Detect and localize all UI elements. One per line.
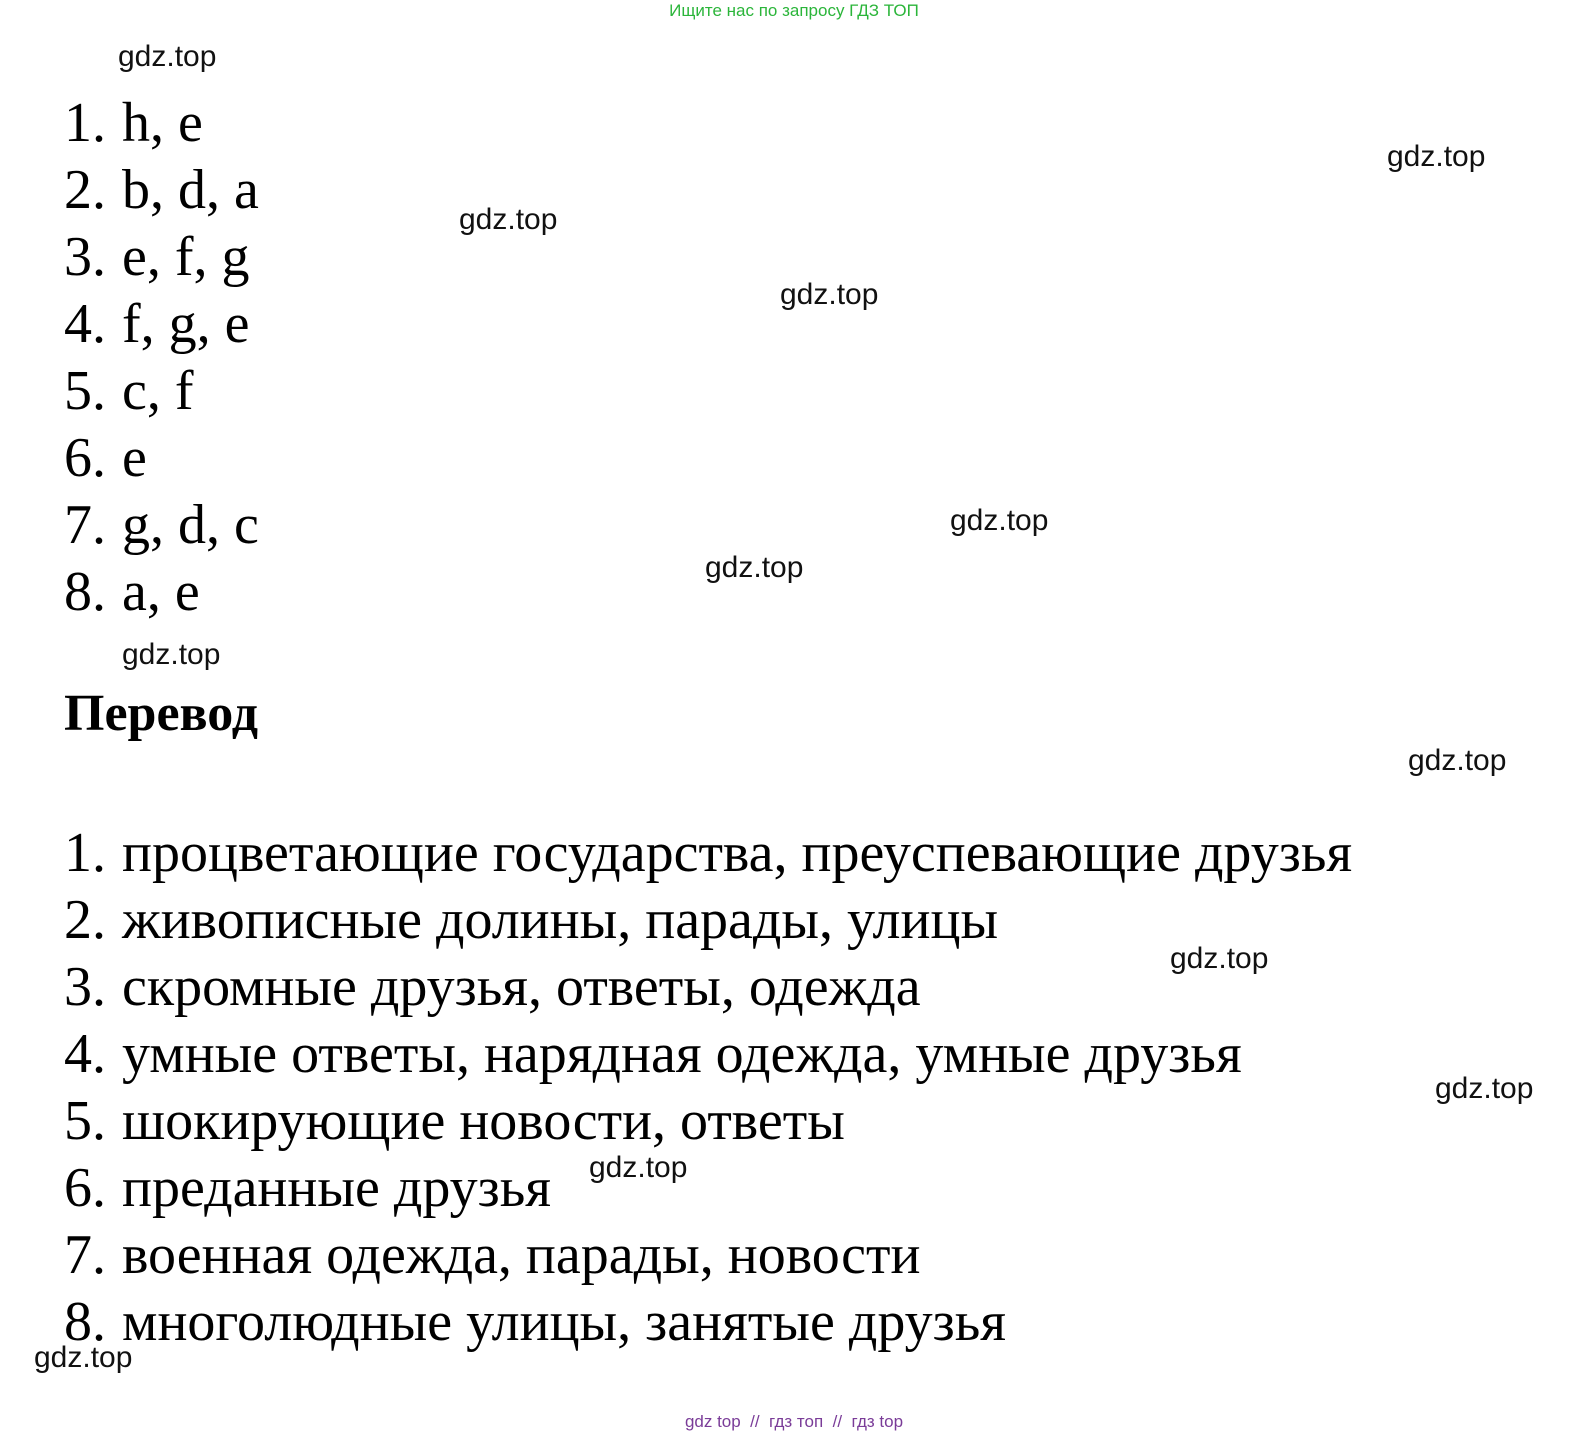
item-number: 8. xyxy=(64,561,106,623)
item-number: 2. xyxy=(64,159,106,221)
list-item xyxy=(64,887,1352,954)
item-text: e xyxy=(122,427,147,489)
watermark: gdz.top xyxy=(459,203,558,236)
list-item xyxy=(64,157,259,224)
item-number: 6. xyxy=(64,427,106,489)
list-item xyxy=(64,358,259,425)
item-number: 4. xyxy=(64,1023,106,1085)
item-number: 8. xyxy=(64,1291,106,1353)
translation-heading: Перевод xyxy=(64,685,259,742)
list-item xyxy=(64,954,1352,1021)
watermark: gdz.top xyxy=(950,504,1049,537)
answers-list xyxy=(64,90,259,626)
item-text: f, g, e xyxy=(122,293,250,355)
watermark: gdz.top xyxy=(118,40,217,73)
item-text: a, e xyxy=(122,561,200,623)
watermark: gdz.top xyxy=(705,551,804,584)
watermark: gdz.top xyxy=(1435,1072,1534,1105)
list-item xyxy=(64,820,1352,887)
watermark: gdz.top xyxy=(1387,140,1486,173)
item-number: 7. xyxy=(64,1224,106,1286)
item-number: 2. xyxy=(64,889,106,951)
list-item xyxy=(64,1151,1352,1222)
top-banner: Ищите нас по запросу ГДЗ ТОП xyxy=(669,1,919,20)
item-text: процветающие государства, преуспевающие друзья xyxy=(122,822,1353,884)
item-number: 7. xyxy=(64,494,106,556)
item-number: 5. xyxy=(64,360,106,422)
list-item xyxy=(64,425,259,492)
item-text: h, e xyxy=(122,92,203,154)
list-item xyxy=(64,1021,1352,1088)
item-text: c, f xyxy=(122,360,194,422)
list-item xyxy=(64,90,259,157)
item-number: 5. xyxy=(64,1090,106,1152)
watermark: gdz.top xyxy=(589,1151,688,1184)
list-item xyxy=(64,1222,1352,1289)
watermark: gdz.top xyxy=(34,1341,133,1374)
list-item xyxy=(64,492,259,559)
item-text: преданные друзья xyxy=(122,1157,552,1219)
list-item xyxy=(64,1289,1352,1356)
watermark: gdz.top xyxy=(122,638,221,671)
list-item xyxy=(64,1088,1352,1155)
item-text: живописные долины, парады, улицы xyxy=(122,889,999,951)
watermark: gdz.top xyxy=(1408,744,1507,777)
item-number: 4. xyxy=(64,293,106,355)
item-text: шокирующие новости, ответы xyxy=(122,1090,845,1152)
item-text: g, d, c xyxy=(122,494,259,556)
item-text: b, d, a xyxy=(122,159,259,221)
item-text: многолюдные улицы, занятые друзья xyxy=(122,1291,1006,1353)
translations-list xyxy=(64,820,1352,1356)
item-text: e, f, g xyxy=(122,226,250,288)
item-text: военная одежда, парады, новости xyxy=(122,1224,921,1286)
footer-watermark: gdz top // гдз топ // гдз top xyxy=(684,1412,904,1431)
item-number: 1. xyxy=(64,822,106,884)
watermark: gdz.top xyxy=(780,278,879,311)
item-number: 3. xyxy=(64,226,106,288)
item-number: 6. xyxy=(64,1157,106,1219)
item-number: 1. xyxy=(64,92,106,154)
item-text: умные ответы, нарядная одежда, умные друзья xyxy=(122,1023,1242,1085)
item-text: скромные друзья, ответы, одежда xyxy=(122,956,921,1018)
watermark: gdz.top xyxy=(1170,942,1269,975)
item-number: 3. xyxy=(64,956,106,1018)
list-item xyxy=(64,559,259,626)
list-item xyxy=(64,224,259,291)
list-item xyxy=(64,291,259,358)
